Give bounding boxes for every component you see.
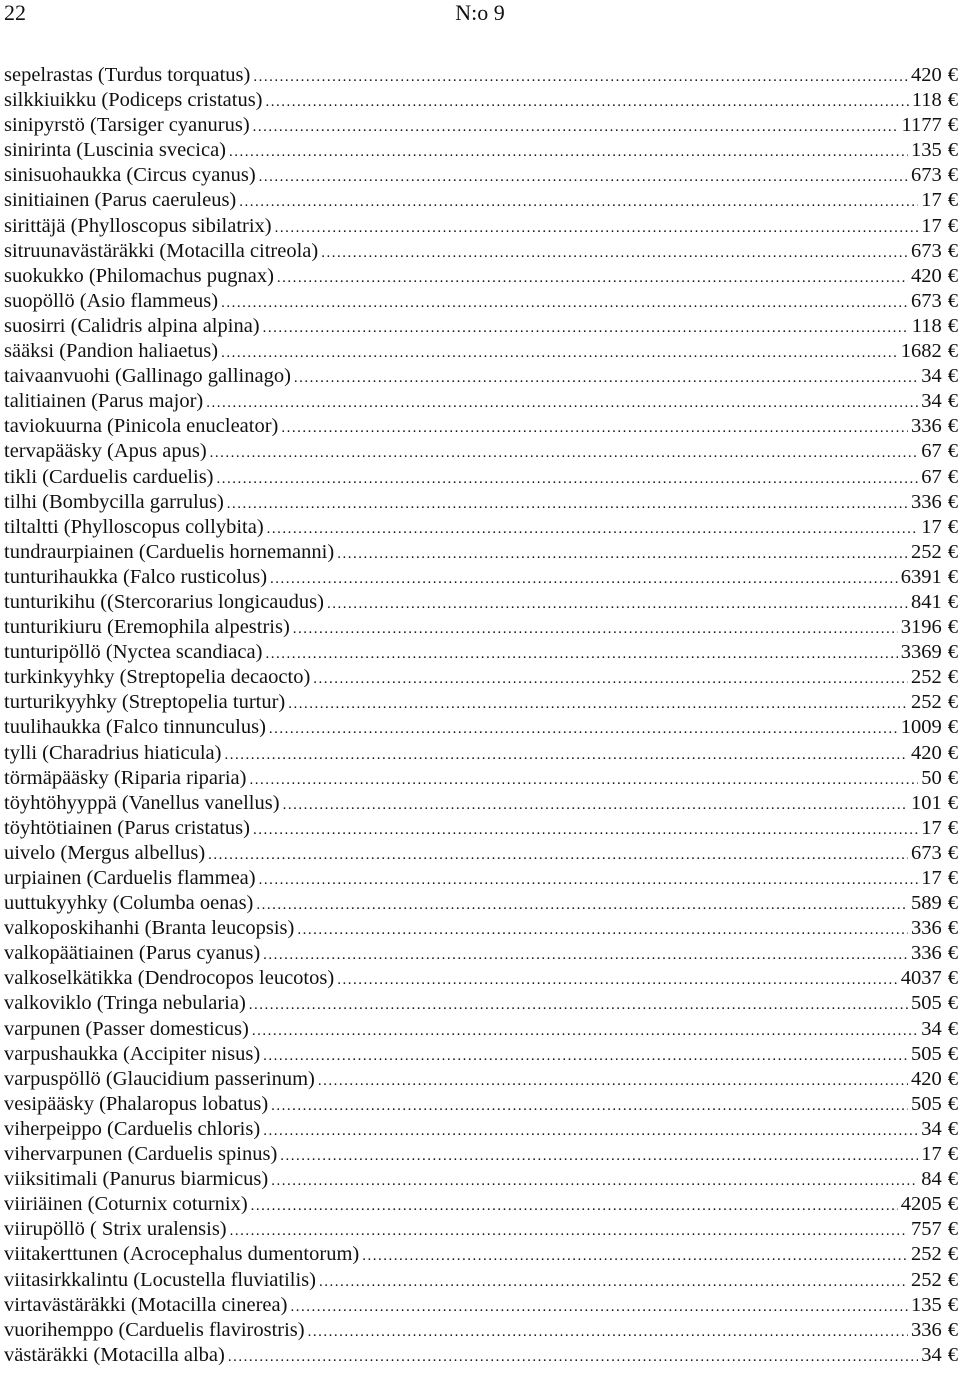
- euro-symbol: €: [947, 1143, 958, 1166]
- euro-symbol: €: [947, 264, 958, 287]
- species-name: valkopäätiainen (Parus cyanus): [4, 942, 261, 965]
- value-amount: 84: [921, 1168, 942, 1191]
- list-item: [4, 791, 958, 816]
- list-item: [4, 88, 958, 113]
- species-name: törmäpääsky (Riparia riparia): [4, 766, 247, 789]
- value-amount: 135: [911, 139, 942, 162]
- euro-symbol: €: [947, 164, 958, 187]
- species-name: virtavästäräkki (Motacilla cinerea): [4, 1293, 288, 1316]
- euro-symbol: €: [947, 892, 958, 915]
- list-item: [4, 615, 958, 640]
- dot-leader: [224, 743, 908, 766]
- species-name: silkkiuikku (Podiceps cristatus): [4, 89, 263, 112]
- list-item: [4, 941, 958, 966]
- euro-symbol: €: [947, 540, 958, 563]
- value-amount: 589: [911, 892, 942, 915]
- list-item: [4, 916, 958, 941]
- value-amount: 34: [921, 1343, 942, 1366]
- list-item: [4, 741, 958, 766]
- euro-symbol: €: [947, 214, 958, 237]
- value-amount: 841: [911, 590, 942, 613]
- dot-leader: [283, 793, 908, 816]
- euro-symbol: €: [947, 1092, 958, 1115]
- euro-symbol: €: [947, 1243, 958, 1266]
- list-item: [4, 389, 958, 414]
- list-item: [4, 289, 958, 314]
- dot-leader: [337, 542, 908, 565]
- species-name: viiriäinen (Coturnix coturnix): [4, 1193, 248, 1216]
- value-amount: 67: [921, 465, 942, 488]
- list-item: [4, 1242, 958, 1267]
- page-header: [0, 0, 960, 30]
- list-item: [4, 63, 958, 88]
- value-amount: 6391: [900, 565, 942, 588]
- list-item: [4, 1217, 958, 1242]
- list-item: [4, 1318, 958, 1343]
- species-name: tuulihaukka (Falco tinnunculus): [4, 716, 266, 739]
- dot-leader: [228, 1345, 918, 1368]
- list-item: [4, 465, 958, 490]
- value-amount: 118: [911, 89, 942, 112]
- euro-symbol: €: [947, 992, 958, 1015]
- value-amount: 336: [911, 415, 942, 438]
- value-amount: 17: [921, 867, 942, 889]
- dot-leader: [221, 291, 908, 314]
- list-item: [4, 339, 958, 364]
- euro-symbol: €: [947, 1067, 958, 1090]
- list-item: [4, 766, 958, 791]
- species-name: tikli (Carduelis carduelis): [4, 465, 214, 488]
- species-name: sitruunavästäräkki (Motacilla citreola): [4, 239, 319, 262]
- list-item: [4, 590, 958, 615]
- euro-symbol: €: [947, 967, 958, 990]
- value-amount: 34: [921, 365, 942, 388]
- species-name: sääksi (Pandion haliaetus): [4, 340, 219, 363]
- value-amount: 505: [911, 992, 942, 1015]
- dot-leader: [263, 316, 909, 339]
- dot-leader: [267, 517, 919, 540]
- euro-symbol: €: [947, 1318, 958, 1341]
- value-amount: 673: [911, 841, 942, 864]
- page-number: 22: [4, 0, 26, 25]
- value-amount: 17: [921, 214, 942, 237]
- euro-symbol: €: [947, 867, 958, 889]
- species-name: uivelo (Mergus albellus): [4, 841, 206, 864]
- list-item: [4, 138, 958, 163]
- dot-leader: [270, 567, 898, 590]
- species-name: tunturihaukka (Falco rusticolus): [4, 565, 268, 588]
- list-item: [4, 565, 958, 590]
- list-item: [4, 314, 958, 339]
- species-name: valkoposkihanhi (Branta leucopsis): [4, 917, 295, 940]
- dot-leader: [321, 241, 908, 264]
- euro-symbol: €: [947, 365, 958, 388]
- species-name: viitakerttunen (Acrocephalus dumentorum): [4, 1243, 360, 1266]
- species-name: valkoviklo (Tringa nebularia): [4, 992, 246, 1015]
- euro-symbol: €: [947, 841, 958, 864]
- list-item: [4, 640, 958, 665]
- species-name: sinirinta (Luscinia svecica): [4, 139, 226, 162]
- list-item: [4, 1142, 958, 1167]
- species-name: vuorihemppo (Carduelis flavirostris): [4, 1318, 305, 1341]
- dot-leader: [288, 692, 908, 715]
- euro-symbol: €: [947, 1193, 958, 1216]
- species-name: valkoselkätikka (Dendrocopos leucotos): [4, 967, 335, 990]
- euro-symbol: €: [947, 1168, 958, 1191]
- species-name: varpushaukka (Accipiter nisus): [4, 1042, 261, 1065]
- euro-symbol: €: [947, 616, 958, 639]
- species-name: sinipyrstö (Tarsiger cyanurus): [4, 114, 250, 137]
- species-name: tunturipöllö (Nyctea scandiaca): [4, 641, 263, 664]
- dot-leader: [271, 1169, 918, 1192]
- euro-symbol: €: [947, 314, 958, 337]
- euro-symbol: €: [947, 239, 958, 262]
- species-name: tunturikiuru (Eremophila alpestris): [4, 616, 290, 639]
- species-name: viherpeippo (Carduelis chloris): [4, 1117, 261, 1140]
- euro-symbol: €: [947, 340, 958, 363]
- euro-symbol: €: [947, 89, 958, 112]
- dot-leader: [280, 1144, 918, 1167]
- dot-leader: [239, 190, 918, 213]
- value-amount: 101: [911, 791, 942, 814]
- dot-leader: [253, 65, 908, 88]
- list-item: [4, 1092, 958, 1117]
- value-amount: 17: [921, 1143, 942, 1166]
- value-amount: 336: [911, 942, 942, 965]
- value-amount: 135: [911, 1293, 942, 1316]
- value-amount: 336: [911, 917, 942, 940]
- value-amount: 17: [921, 515, 942, 538]
- list-item: [4, 1268, 958, 1293]
- dot-leader: [263, 1044, 908, 1067]
- issue-number: N:o 9: [455, 0, 505, 25]
- species-name: viitasirkkalintu (Locustella fluviatilis): [4, 1268, 316, 1291]
- species-name: varpuspöllö (Glaucidium passerinum): [4, 1067, 315, 1090]
- species-name: sepelrastas (Turdus torquatus): [4, 64, 251, 86]
- dot-leader: [221, 341, 898, 364]
- dot-leader: [253, 115, 899, 138]
- species-name: sinisuohaukka (Circus cyanus): [4, 164, 256, 187]
- value-amount: 1682: [900, 340, 942, 363]
- list-item: [4, 665, 958, 690]
- dot-leader: [277, 266, 908, 289]
- value-amount: 118: [911, 314, 942, 337]
- list-item: [4, 816, 958, 841]
- value-amount: 673: [911, 164, 942, 187]
- list-item: [4, 515, 958, 540]
- euro-symbol: €: [947, 114, 958, 137]
- species-name: taviokuurna (Pinicola enucleator): [4, 415, 279, 438]
- list-item: [4, 1117, 958, 1142]
- species-name: urpiainen (Carduelis flammea): [4, 867, 256, 889]
- dot-leader: [319, 1270, 908, 1293]
- species-name: uuttukyyhky (Columba oenas): [4, 892, 254, 915]
- list-item: [4, 239, 958, 264]
- value-amount: 17: [921, 816, 942, 839]
- list-item: [4, 1192, 958, 1217]
- dot-leader: [275, 216, 919, 239]
- list-item: [4, 866, 958, 891]
- value-amount: 4205: [900, 1193, 942, 1216]
- dot-leader: [253, 818, 918, 841]
- euro-symbol: €: [947, 189, 958, 212]
- value-amount: 1177: [901, 114, 942, 137]
- list-item: [4, 841, 958, 866]
- dot-leader: [263, 1119, 918, 1142]
- dot-leader: [293, 617, 898, 640]
- euro-symbol: €: [947, 917, 958, 940]
- euro-symbol: €: [947, 64, 958, 86]
- value-amount: 3369: [900, 641, 942, 664]
- euro-symbol: €: [947, 565, 958, 588]
- euro-symbol: €: [947, 942, 958, 965]
- dot-leader: [210, 441, 919, 464]
- dot-leader: [206, 391, 918, 414]
- value-amount: 420: [911, 64, 942, 86]
- value-amount: 17: [921, 189, 942, 212]
- euro-symbol: €: [947, 1343, 958, 1366]
- list-item: [4, 540, 958, 565]
- value-amount: 420: [911, 741, 942, 764]
- euro-symbol: €: [947, 691, 958, 714]
- value-amount: 252: [911, 540, 942, 563]
- euro-symbol: €: [947, 741, 958, 764]
- species-name: taivaanvuohi (Gallinago gallinago): [4, 365, 291, 388]
- list-item: [4, 690, 958, 715]
- value-amount: 420: [911, 1067, 942, 1090]
- list-item: [4, 1343, 958, 1368]
- list-item: [4, 891, 958, 916]
- euro-symbol: €: [947, 490, 958, 513]
- dot-leader: [327, 592, 908, 615]
- euro-symbol: €: [947, 716, 958, 739]
- value-amount: 34: [921, 390, 942, 413]
- value-amount: 673: [911, 289, 942, 312]
- dot-leader: [256, 893, 908, 916]
- dot-leader: [217, 467, 919, 490]
- dot-leader: [281, 416, 908, 439]
- euro-symbol: €: [947, 390, 958, 413]
- list-item: [4, 414, 958, 439]
- dot-leader: [252, 1019, 918, 1042]
- species-name: töyhtötiainen (Parus cristatus): [4, 816, 250, 839]
- dot-leader: [259, 868, 919, 891]
- value-amount: 757: [911, 1218, 942, 1241]
- value-amount: 3196: [900, 616, 942, 639]
- euro-symbol: €: [947, 791, 958, 814]
- species-name: talitiainen (Parus major): [4, 390, 204, 413]
- dot-leader: [269, 717, 898, 740]
- species-name: tiltaltti (Phylloscopus collybita): [4, 515, 264, 538]
- value-amount: 252: [911, 1243, 942, 1266]
- value-amount: 505: [911, 1092, 942, 1115]
- dot-leader: [230, 1219, 908, 1242]
- species-name: suokukko (Philomachus pugnax): [4, 264, 274, 287]
- species-name: vesipääsky (Phalaropus lobatus): [4, 1092, 269, 1115]
- list-item: [4, 214, 958, 239]
- list-item: [4, 364, 958, 389]
- value-amount: 252: [911, 666, 942, 689]
- list-item: [4, 188, 958, 213]
- list-item: [4, 163, 958, 188]
- dot-leader: [251, 1194, 898, 1217]
- dot-leader: [290, 1295, 908, 1318]
- dot-leader: [294, 366, 918, 389]
- species-name: tilhi (Bombycilla garrulus): [4, 490, 224, 513]
- dot-leader: [259, 165, 908, 188]
- species-name: turturikyyhky (Streptopelia turtur): [4, 691, 286, 714]
- species-name: suopöllö (Asio flammeus): [4, 289, 219, 312]
- list-item: [4, 439, 958, 464]
- dot-leader: [337, 968, 898, 991]
- dot-leader: [362, 1244, 908, 1267]
- list-item: [4, 264, 958, 289]
- euro-symbol: €: [947, 1117, 958, 1140]
- species-name: sinitiainen (Parus caeruleus): [4, 189, 237, 212]
- euro-symbol: €: [947, 465, 958, 488]
- species-name: västäräkki (Motacilla alba): [4, 1343, 225, 1366]
- dot-leader: [297, 918, 908, 941]
- species-name: varpunen (Passer domesticus): [4, 1017, 249, 1040]
- species-name: suosirri (Calidris alpina alpina): [4, 314, 260, 337]
- value-amount: 4037: [900, 967, 942, 990]
- list-item: [4, 1042, 958, 1067]
- euro-symbol: €: [947, 666, 958, 689]
- value-amount: 336: [911, 490, 942, 513]
- list-item: [4, 1067, 958, 1092]
- euro-symbol: €: [947, 440, 958, 463]
- dot-leader: [308, 1320, 908, 1343]
- list-item: [4, 113, 958, 138]
- species-value-list: [4, 63, 958, 1368]
- euro-symbol: €: [947, 641, 958, 664]
- dot-leader: [271, 1094, 908, 1117]
- dot-leader: [313, 667, 908, 690]
- value-amount: 34: [921, 1017, 942, 1040]
- dot-leader: [249, 768, 918, 791]
- euro-symbol: €: [947, 289, 958, 312]
- dot-leader: [249, 993, 908, 1016]
- euro-symbol: €: [947, 515, 958, 538]
- species-name: viirupöllö ( Strix uralensis): [4, 1218, 227, 1241]
- list-item: [4, 991, 958, 1016]
- euro-symbol: €: [947, 1293, 958, 1316]
- dot-leader: [229, 140, 908, 163]
- list-item: [4, 966, 958, 991]
- euro-symbol: €: [947, 1218, 958, 1241]
- list-item: [4, 1017, 958, 1042]
- euro-symbol: €: [947, 590, 958, 613]
- species-name: vihervarpunen (Carduelis spinus): [4, 1143, 278, 1166]
- species-name: tylli (Charadrius hiaticula): [4, 741, 222, 764]
- dot-leader: [266, 90, 909, 113]
- dot-leader: [263, 943, 908, 966]
- value-amount: 673: [911, 239, 942, 262]
- euro-symbol: €: [947, 816, 958, 839]
- value-amount: 252: [911, 1268, 942, 1291]
- list-item: [4, 1167, 958, 1192]
- species-name: turkinkyyhky (Streptopelia decaocto): [4, 666, 311, 689]
- value-amount: 336: [911, 1318, 942, 1341]
- species-name: tundraurpiainen (Carduelis hornemanni): [4, 540, 335, 563]
- dot-leader: [208, 843, 908, 866]
- value-amount: 252: [911, 691, 942, 714]
- euro-symbol: €: [947, 415, 958, 438]
- value-amount: 505: [911, 1042, 942, 1065]
- euro-symbol: €: [947, 1042, 958, 1065]
- euro-symbol: €: [947, 1017, 958, 1040]
- euro-symbol: €: [947, 1268, 958, 1291]
- list-item: [4, 490, 958, 515]
- list-item: [4, 715, 958, 740]
- dot-leader: [265, 642, 897, 665]
- species-name: tervapääsky (Apus apus): [4, 440, 207, 463]
- list-item: [4, 1293, 958, 1318]
- value-amount: 1009: [900, 716, 942, 739]
- species-name: sirittäjä (Phylloscopus sibilatrix): [4, 214, 272, 237]
- species-name: töyhtöhyyppä (Vanellus vanellus): [4, 791, 280, 814]
- value-amount: 420: [911, 264, 942, 287]
- species-name: viiksitimali (Panurus biarmicus): [4, 1168, 269, 1191]
- species-name: tunturikihu ((Stercorarius longicaudus): [4, 590, 324, 613]
- value-amount: 50: [921, 766, 942, 789]
- euro-symbol: €: [947, 766, 958, 789]
- dot-leader: [227, 492, 908, 515]
- value-amount: 34: [921, 1117, 942, 1140]
- euro-symbol: €: [947, 139, 958, 162]
- dot-leader: [318, 1069, 908, 1092]
- value-amount: 67: [921, 440, 942, 463]
